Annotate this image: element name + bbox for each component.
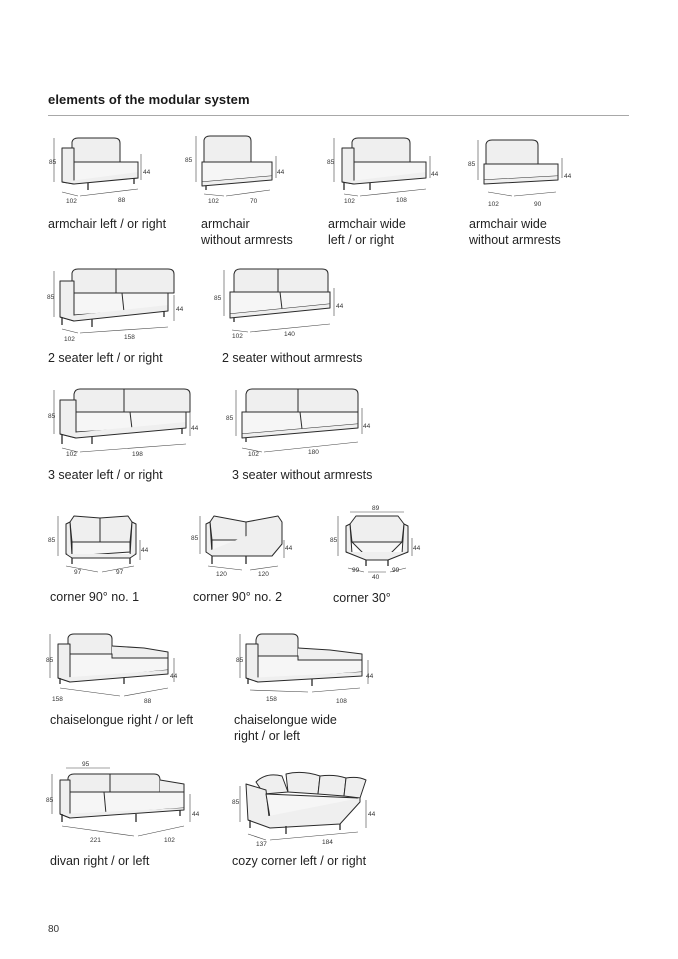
dim-b: 108 — [336, 698, 347, 705]
armchair-no-armrests-drawing — [184, 130, 294, 210]
dim-seat: 44 — [176, 306, 184, 313]
dim-top: 89 — [372, 505, 380, 512]
label-divan: divan right / or left — [50, 854, 150, 868]
page-title: elements of the modular system — [48, 92, 250, 107]
dim-width: 158 — [124, 334, 135, 341]
chaiselongue-wide-drawing — [230, 630, 380, 710]
dim-depth: 102 — [232, 333, 243, 340]
module-chaiselongue — [44, 630, 184, 710]
label-chaiselongue-wide: chaiselongue wide right / or left — [234, 713, 337, 743]
module-armchair-wide-left-right — [322, 132, 447, 210]
dim-width: 180 — [308, 449, 319, 456]
dim-seat: 44 — [192, 811, 200, 818]
dim-c: 40 — [372, 574, 380, 581]
label-armchair-wide-no-armrests: armchair wide without armrests — [469, 217, 561, 247]
2-seater-no-armrests-drawing — [212, 264, 362, 344]
dim-seat: 44 — [431, 171, 439, 178]
module-2-seater-left-right — [44, 265, 194, 345]
dim-b: 184 — [322, 839, 333, 846]
module-armchair-left-right — [48, 134, 158, 209]
label-corner-30: corner 30° — [333, 591, 391, 605]
dim-seat: 44 — [277, 169, 285, 176]
label-cozy-corner: cozy corner left / or right — [232, 854, 367, 868]
dim-width: 70 — [250, 198, 258, 205]
title-divider — [48, 115, 629, 116]
dim-height: 85 — [236, 657, 244, 664]
label-corner-90-no1: corner 90° no. 1 — [50, 590, 140, 604]
2-seater-drawing — [44, 265, 194, 345]
dim-height: 85 — [191, 535, 199, 542]
label-3-seater-left-right: 3 seater left / or right — [48, 468, 163, 482]
dim-seat: 44 — [366, 673, 374, 680]
dim-seat: 44 — [413, 545, 421, 552]
corner-30-drawing — [328, 502, 438, 588]
dim-height: 85 — [48, 537, 56, 544]
label-chaiselongue: chaiselongue right / or left — [50, 713, 194, 727]
dim-seat: 44 — [368, 811, 376, 818]
module-divan — [44, 758, 209, 848]
dim-width: 140 — [284, 331, 295, 338]
dim-a: 120 — [216, 571, 227, 578]
dim-seat: 44 — [363, 423, 371, 430]
dim-seat: 44 — [336, 303, 344, 310]
dim-seat: 44 — [143, 169, 151, 176]
corner-90-no1-drawing — [44, 508, 159, 588]
dim-depth: 102 — [66, 451, 77, 458]
dim-height: 85 — [330, 537, 338, 544]
cozy-corner-drawing — [226, 766, 386, 852]
module-corner-90-no2 — [190, 508, 305, 588]
dim-seat: 44 — [141, 547, 149, 554]
label-armchair-left-right: armchair left / or right — [48, 217, 167, 231]
dim-b: 102 — [164, 837, 175, 844]
dim-height: 85 — [232, 799, 240, 806]
dim-height: 85 — [468, 161, 476, 168]
dim-height: 85 — [49, 159, 57, 166]
dim-seat: 44 — [191, 425, 199, 432]
dim-height: 85 — [327, 159, 335, 166]
label-armchair-no-armrests: armchair without armrests — [201, 217, 293, 247]
chaiselongue-drawing — [44, 630, 184, 710]
dim-b: 120 — [258, 571, 269, 578]
label-corner-90-no2: corner 90° no. 2 — [193, 590, 283, 604]
dim-a: 221 — [90, 837, 101, 844]
module-3-seater-left-right — [44, 384, 209, 464]
dim-seat: 44 — [285, 545, 293, 552]
dim-depth: 102 — [488, 201, 499, 208]
dim-depth: 102 — [248, 451, 259, 458]
dim-height: 85 — [214, 295, 222, 302]
label-2-seater-left-right: 2 seater left / or right — [48, 351, 163, 365]
armchair-wide-drawing — [322, 132, 447, 210]
dim-height: 85 — [46, 657, 54, 664]
3-seater-drawing — [44, 384, 209, 464]
module-cozy-corner — [226, 766, 386, 852]
dim-height: 85 — [185, 157, 193, 164]
label-3-seater-no-armrests: 3 seater without armrests — [232, 468, 373, 482]
dim-height: 85 — [47, 294, 55, 301]
module-corner-90-no1 — [44, 508, 159, 588]
dim-depth: 102 — [208, 198, 219, 205]
dim-a: 137 — [256, 841, 267, 848]
module-3-seater-no-armrests — [222, 384, 382, 464]
module-armchair-wide-no-armrests — [466, 132, 581, 210]
dim-depth: 102 — [64, 336, 75, 343]
corner-90-no2-drawing — [190, 508, 305, 588]
label-2-seater-no-armrests: 2 seater without armrests — [222, 351, 363, 365]
page-number: 80 — [48, 924, 60, 935]
dim-depth: 102 — [66, 198, 77, 205]
dim-height: 85 — [46, 797, 54, 804]
dim-width: 198 — [132, 451, 143, 458]
dim-width: 108 — [396, 197, 407, 204]
dim-b: 97 — [116, 569, 124, 576]
dim-width: 88 — [118, 197, 126, 204]
dim-height: 85 — [48, 413, 56, 420]
dim-seat: 44 — [564, 173, 572, 180]
dim-top: 95 — [82, 761, 90, 768]
dim-a: 158 — [266, 696, 277, 703]
armchair-drawing — [48, 134, 158, 209]
dim-width: 90 — [534, 201, 542, 208]
module-corner-30 — [328, 502, 438, 588]
dim-height: 85 — [226, 415, 234, 422]
dim-a: 99 — [352, 567, 360, 574]
armchair-wide-no-armrests-drawing — [466, 132, 581, 210]
divan-drawing — [44, 758, 209, 848]
module-2-seater-no-armrests — [212, 264, 362, 344]
dim-a: 97 — [74, 569, 82, 576]
dim-b: 99 — [392, 567, 400, 574]
label-armchair-wide-left-right: armchair wide left / or right — [328, 217, 406, 247]
module-chaiselongue-wide — [230, 630, 380, 710]
dim-b: 88 — [144, 698, 152, 705]
dim-a: 158 — [52, 696, 63, 703]
dim-seat: 44 — [170, 673, 178, 680]
3-seater-no-armrests-drawing — [222, 384, 382, 464]
module-armchair-no-armrests — [184, 130, 294, 210]
dim-depth: 102 — [344, 198, 355, 205]
